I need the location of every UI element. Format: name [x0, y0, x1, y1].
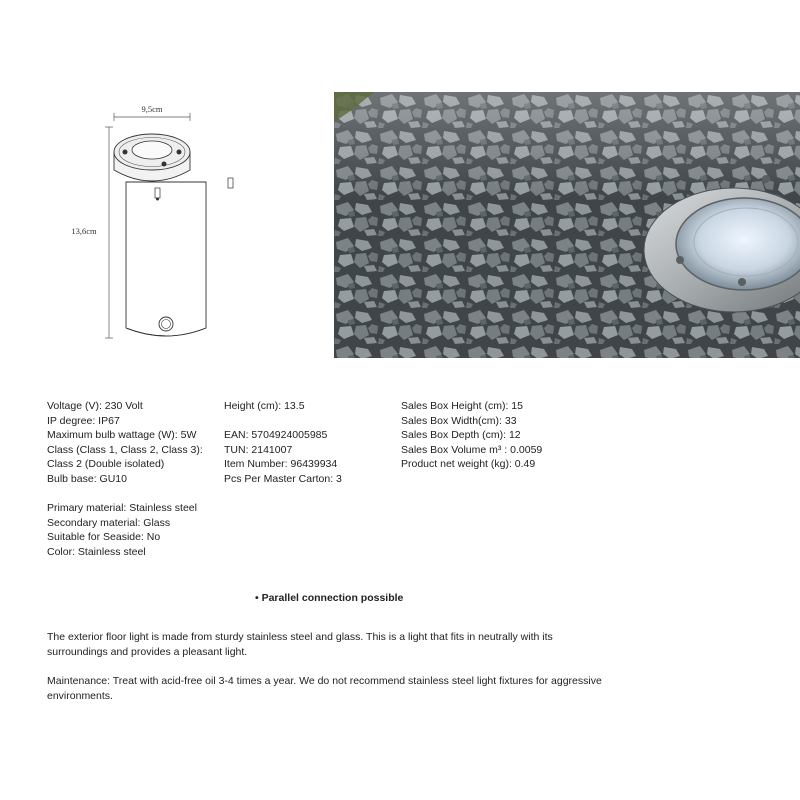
spec-primary-material: Primary material: Stainless steel [47, 502, 197, 515]
feature-bullet: • Parallel connection possible [255, 592, 404, 604]
spec-ean: EAN: 5704924005985 [224, 429, 328, 442]
spec-class-value: Class 2 (Double isolated) [47, 458, 165, 471]
spec-voltage: Voltage (V): 230 Volt [47, 400, 143, 412]
spec-height: Height (cm): 13.5 [224, 400, 305, 412]
specs-column-electrical [47, 399, 203, 560]
product-photo [334, 92, 800, 358]
spec-seaside: Suitable for Seaside: No [47, 531, 161, 544]
spec-box-volume: Sales Box Volume m³ : 0.0059 [401, 443, 543, 456]
spec-net-weight: Product net weight (kg): 0.49 [401, 458, 536, 471]
width-dimension-label: 9,5cm [141, 104, 163, 114]
spec-bulb-base: Bulb base: GU10 [47, 472, 127, 485]
spec-pcs-master-carton: Pcs Per Master Carton: 3 [224, 472, 342, 485]
spec-box-depth: Sales Box Depth (cm): 12 [401, 429, 521, 442]
spec-box-height: Sales Box Height (cm): 15 [401, 400, 523, 412]
specs-column-packaging [401, 399, 542, 472]
spec-box-width: Sales Box Width(cm): 33 [401, 414, 517, 427]
specs-column-product [224, 399, 342, 487]
spec-max-wattage: Maximum bulb wattage (W): 5W [47, 429, 197, 442]
height-dimension-label: 13,6cm [71, 226, 97, 236]
spec-secondary-material: Secondary material: Glass [47, 516, 171, 529]
spec-class-heading: Class (Class 1, Class 2, Class 3): [47, 443, 203, 456]
product-description: The exterior floor light is made from sturdy stainless steel and glass. This is a light that fits in neutrally with its surroundings and provides a pleasant light. [47, 631, 553, 658]
spec-ip-degree: IP degree: IP67 [47, 414, 120, 427]
spec-item-number: Item Number: 96439934 [224, 458, 338, 471]
maintenance-note: Maintenance: Treat with acid-free oil 3-4 times a year. We do not recommend stainless steel light fixtures for aggressive environments. [47, 675, 602, 702]
spec-color: Color: Stainless steel [47, 545, 146, 558]
spec-tun: TUN: 2141007 [224, 443, 293, 456]
technical-drawing [60, 100, 260, 350]
